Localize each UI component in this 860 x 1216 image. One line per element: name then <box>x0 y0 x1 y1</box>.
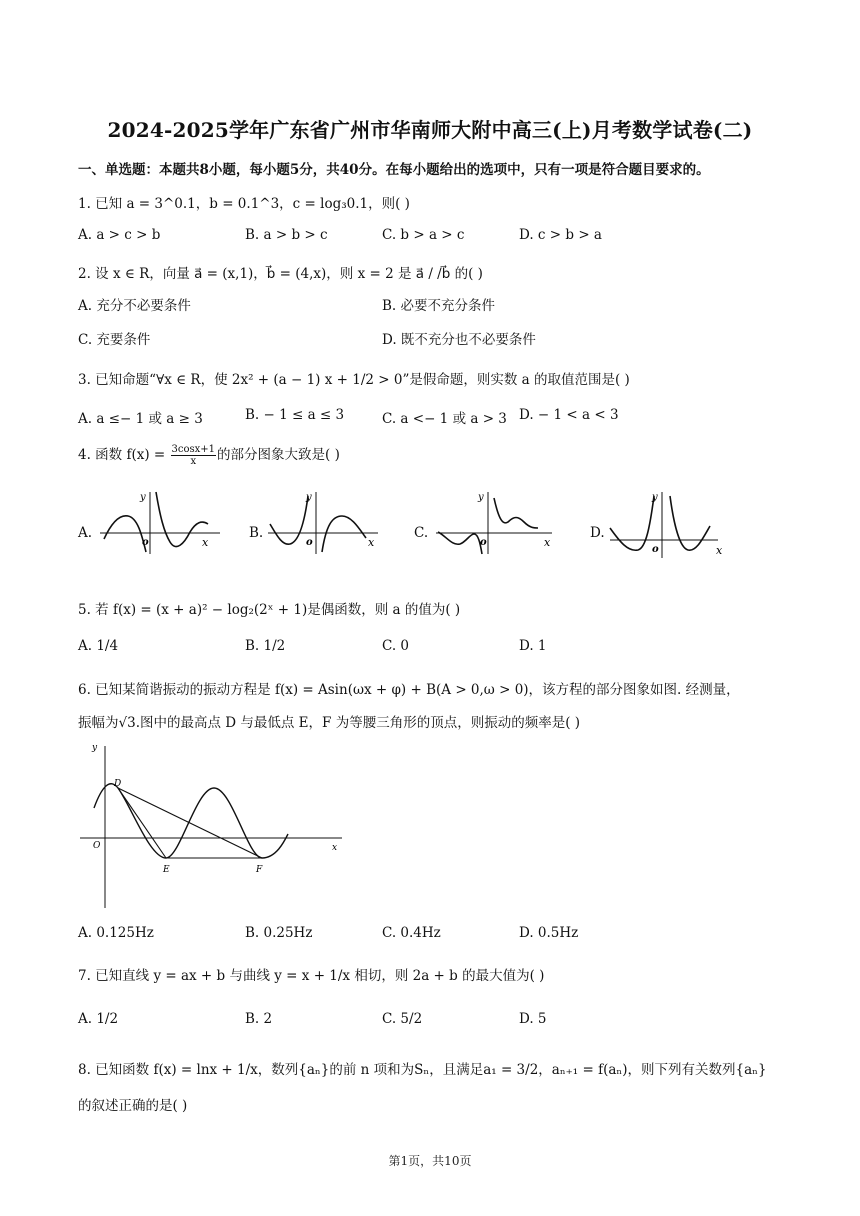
q6-segment-df <box>118 788 262 858</box>
q4-option-c: C. <box>414 525 429 541</box>
q7-option-b: B. 2 <box>245 1011 273 1027</box>
graph-a-origin: o <box>142 537 149 548</box>
graph-b-x-label: x <box>368 536 375 549</box>
q8-stem-line1: 8. 已知函数 f(x) = lnx + 1/x，数列{aₙ}的前 n 项和为Sₙ，且满足a₁ = 3/2，aₙ₊₁ = f(aₙ)，则下列有关数列{aₙ} <box>78 1062 767 1078</box>
q6-y-label: y <box>92 743 98 753</box>
graph-a-y-label: y <box>140 492 146 503</box>
exam-title: 2024-2025学年广东省广州市华南师大附中高三(上)月考数学试卷(二) <box>107 118 753 142</box>
q5-stem: 5. 若 f(x) = (x + a)² − log₂(2ˣ + 1)是偶函数，则 a 的值为( ) <box>78 602 461 618</box>
q6-point-d: D <box>114 779 122 789</box>
section-heading: 一、单选题：本题共8小题，每小题5分，共40分。在每小题给出的选项中，只有一项是符合题目要求的。 <box>78 162 710 178</box>
graph-a-right-curve <box>156 492 208 547</box>
q7-option-a: A. 1/2 <box>78 1011 119 1027</box>
q5-option-c: C. 0 <box>382 638 410 654</box>
q6-point-e: E <box>163 865 170 875</box>
q6-option-c: C. 0.4Hz <box>382 925 441 941</box>
q6-option-b: B. 0.25Hz <box>245 925 313 941</box>
q4-graph-a <box>96 486 226 556</box>
q2-stem: 2. 设 x ∈ R，向量 a⃗ = (x,1)，b⃗ = (4,x)，则 x = 2 是 a⃗ / /b⃗ 的( ) <box>78 266 483 282</box>
graph-d-x-label: x <box>716 544 723 557</box>
q4-option-b: B. <box>249 525 264 541</box>
q2-option-d: D. 既不充分也不必要条件 <box>382 332 536 348</box>
q5-option-d: D. 1 <box>519 638 547 654</box>
q3-option-c: C. a <− 1 或 a > 3 <box>382 411 507 427</box>
q6-option-d: D. 0.5Hz <box>519 925 579 941</box>
q8-stem-line2: 的叙述正确的是( ) <box>78 1098 188 1114</box>
q4-frac-num: 3cosx+1 <box>171 444 216 455</box>
q6-option-a: A. 0.125Hz <box>78 925 154 941</box>
q3-stem: 3. 已知命题“∀x ∈ R，使 2x² + (a − 1) x + 1/2 > 0”是假命题，则实数 a 的取值范围是( ) <box>78 372 630 388</box>
q6-x-label: x <box>332 843 338 853</box>
q4-option-a: A. <box>78 525 93 541</box>
q2-option-a: A. 充分不必要条件 <box>78 298 191 314</box>
q7-option-d: D. 5 <box>519 1011 547 1027</box>
q6-segment-de <box>118 788 166 858</box>
q5-option-b: B. 1/2 <box>245 638 286 654</box>
graph-c-right-curve <box>494 498 538 528</box>
q4-graph-b <box>264 486 394 556</box>
q6-stem-line1: 6. 已知某简谐振动的振动方程是 f(x) = Asin(ωx + φ) + B(A > 0,ω > 0)，该方程的部分图象如图. 经测量， <box>78 682 740 698</box>
q4-frac-den: x <box>190 456 197 467</box>
graph-b-origin: o <box>306 537 313 548</box>
q1-option-b: B. a > b > c <box>245 227 328 243</box>
graph-d-origin: o <box>652 544 659 555</box>
graph-d-right-curve <box>670 496 710 550</box>
q4-stem-prefix: 4. 函数 f(x) = <box>78 447 170 463</box>
q2-option-b: B. 必要不充分条件 <box>382 298 496 314</box>
q6-point-f: F <box>256 865 263 875</box>
q4-graph-d <box>606 486 732 560</box>
graph-a-x-label: x <box>202 536 209 549</box>
graph-c-x-label: x <box>544 536 551 549</box>
q6-origin-label: O <box>93 841 101 851</box>
q1-stem: 1. 已知 a = 3^0.1，b = 0.1^3，c = log₃0.1，则( ) <box>78 196 410 212</box>
q6-figure <box>80 738 350 910</box>
q1-option-a: A. a > c > b <box>78 227 161 243</box>
q6-stem-line2: 振幅为√3.图中的最高点 D 与最低点 E，F 为等腰三角形的顶点，则振动的频率是( ) <box>78 715 581 731</box>
q5-option-a: A. 1/4 <box>78 638 119 654</box>
graph-b-right-curve <box>322 516 366 552</box>
graph-c-left-curve <box>438 532 482 554</box>
q1-option-d: D. c > b > a <box>519 227 602 243</box>
q4-graph-c <box>432 486 562 556</box>
graph-d-y-label: y <box>652 492 658 503</box>
q7-option-c: C. 5/2 <box>382 1011 423 1027</box>
q4-fraction <box>171 444 217 467</box>
graph-d-left-curve <box>610 496 654 550</box>
q3-option-b: B. − 1 ≤ a ≤ 3 <box>245 407 345 423</box>
q4-stem-suffix: 的部分图象大致是( ) <box>217 447 340 463</box>
q7-stem: 7. 已知直线 y = ax + b 与曲线 y = x + 1/x 相切，则 2a + b 的最大值为( ) <box>78 968 545 984</box>
graph-b-y-label: y <box>306 492 312 503</box>
graph-a-left-curve <box>104 516 146 552</box>
q2-option-c: C. 充要条件 <box>78 332 151 348</box>
page-footer: 第1页，共10页 <box>388 1154 472 1168</box>
q1-option-c: C. b > a > c <box>382 227 465 243</box>
graph-c-y-label: y <box>478 492 484 503</box>
graph-b-left-curve <box>270 496 308 544</box>
q3-option-a: A. a ≤− 1 或 a ≥ 3 <box>78 411 203 427</box>
q3-option-d: D. − 1 < a < 3 <box>519 407 619 423</box>
q4-option-d: D. <box>590 525 605 541</box>
q4-stem <box>78 443 340 467</box>
graph-c-origin: o <box>480 537 487 548</box>
